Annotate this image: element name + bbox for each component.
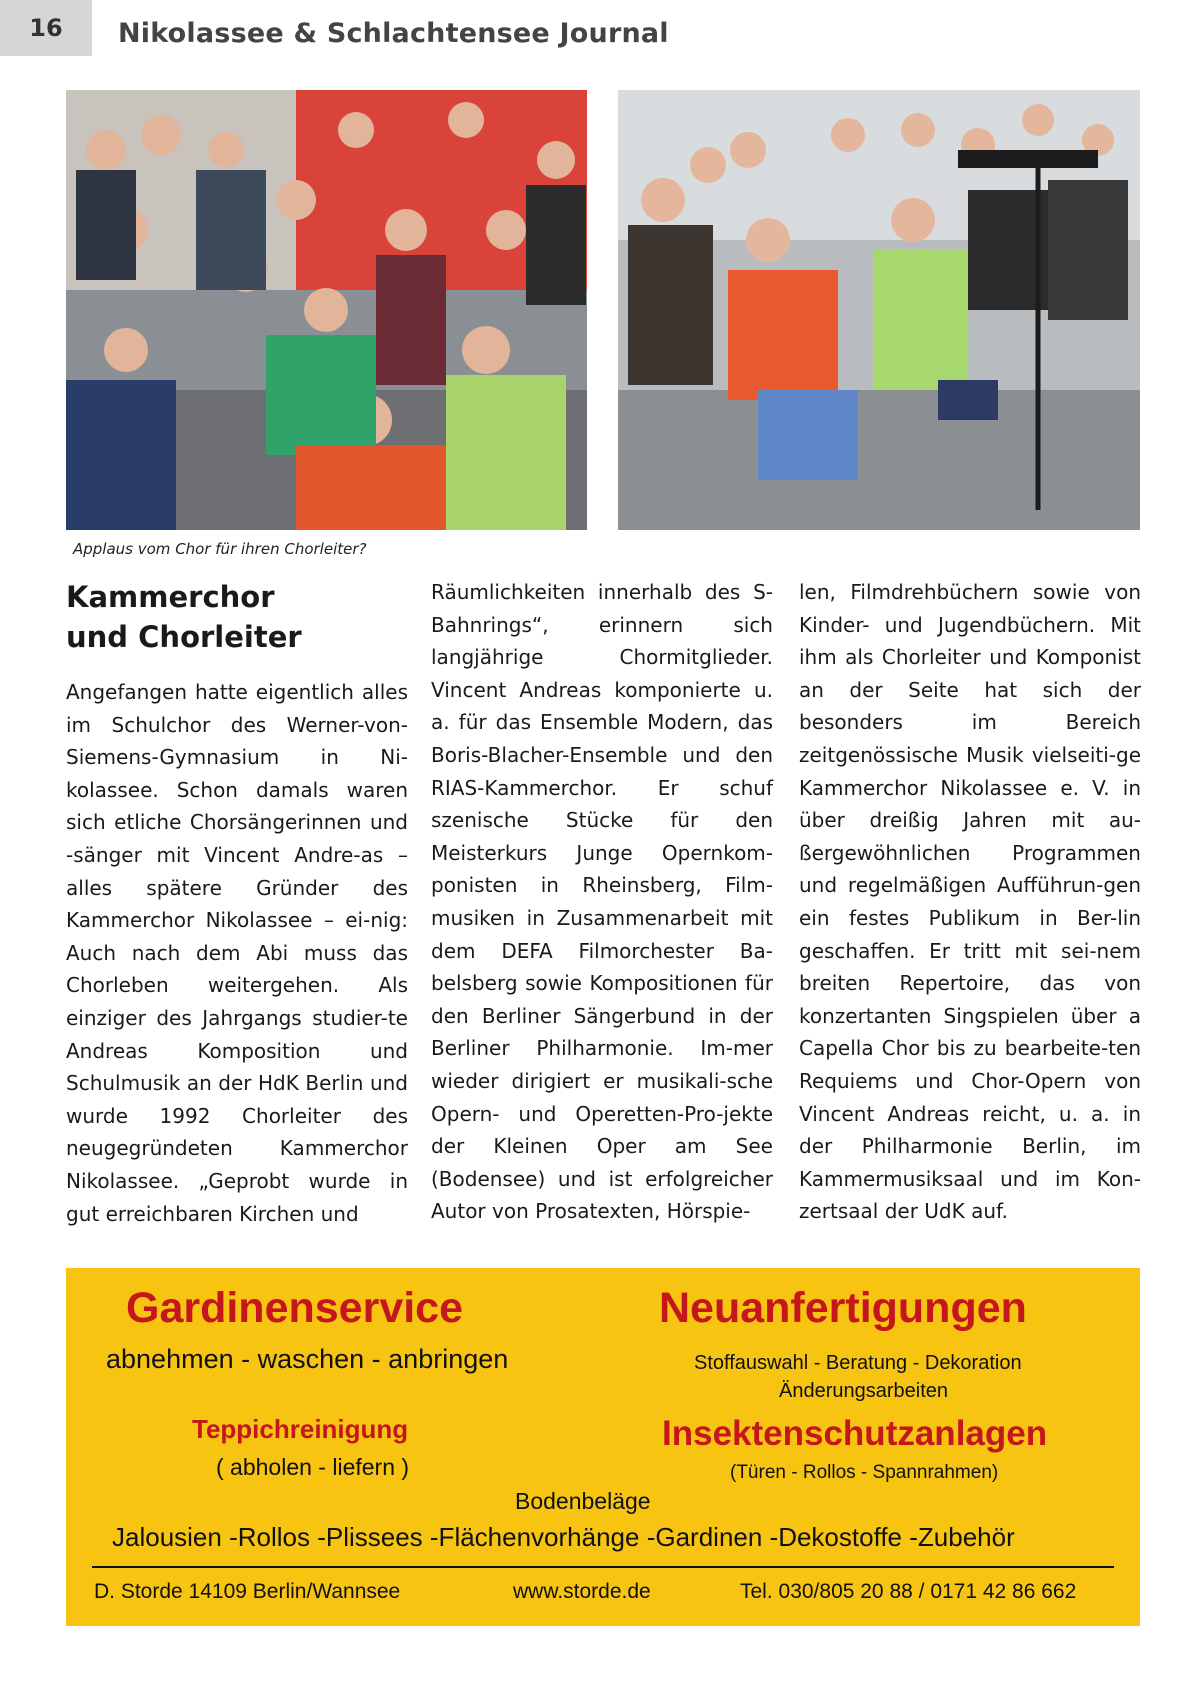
gardinenservice-advertisement (66, 1268, 1140, 1626)
ad-abnehmen-text: abnehmen - waschen - anbringen (106, 1344, 509, 1374)
choir-photo-right (618, 90, 1140, 530)
article-headline (66, 577, 386, 657)
ad-address: D. Storde 14109 Berlin/Wannsee (94, 1580, 401, 1603)
column-1-text: Angefangen hatte eigentlich alles im Schulchor des Werner-von-Siemens-Gymnasium in Ni-kolassee. Schon damals waren sich etliche Chorsängerinnen und -sänger mit Vincent Andre-as – alles spätere Gründer des Kammerchor Nikolassee – ei-nig: Auch nach dem Abi muss das Chorleben weitergehen. Als einziger des Jahrgangs studier-te Andreas Komposition und Schulmusik an der HdK Berlin und wurde 1992 Chorleiter des neugegründeten Kammerchor Nikolassee. „Geprobt wurde in gut erreichbaren Kirchen und (66, 680, 408, 1226)
ad-gardinenservice-title: Gardinenservice (126, 1284, 464, 1332)
headline-line-2: und Chorleiter (66, 620, 302, 654)
column-3-text: len, Filmdrehbüchern sowie von Kinder- und Jugendbüchern. Mit ihm als Chorleiter und Komponist an der Seite hat sich der besonders im Bereich zeitgenössische Musik vielseiti-ge Kammerchor Nikolassee e. V. in über dreißig Jahren mit au-ßergewöhnlichen Programmen und regelmäßigen Aufführun-gen ein festes Publikum in Ber-lin geschaffen. Er tritt mit sei-nem breiten Repertoire, das von konzertanten Singspielen über a Capella Chor bis zu bearbeite-ten Requiems und Chor-Opern von Vincent Andreas reicht, u. a. in der Philharmonie Berlin, im Kammermusiksaal und im Kon-zertsaal der UdK auf. (799, 580, 1141, 1224)
ad-tueren-text: (Türen - Rollos - Spannrahmen) (730, 1462, 999, 1483)
ad-teppichreinigung-title: Teppichreinigung (192, 1414, 409, 1444)
ad-abholen-text: ( abholen - liefern ) (216, 1454, 410, 1480)
column-2-text: Räumlichkeiten innerhalb des S-Bahnrings“, erinnern sich langjährige Chormitglieder. Vincent Andreas komponierte u. a. für das Ensemble Modern, das Boris-Blacher-Ensemble und den RIAS-Kammerchor. Er schuf szenische Stücke für den Meisterkurs Junge Opernkom-ponisten in Rheinsberg, Film-musiken in Zusammenarbeit mit dem DEFA Filmorchester Ba-belsberg sowie Kompositionen für den Berliner Sängerbund in der Berliner Philharmonie. Im-mer wieder dirigiert er musikali-sche Opern- und Operetten-Pro-jekte der Kleinen Oper am See (Bodensee) und ist erfolgreicher Autor von Prosatexten, Hörspie- (431, 580, 773, 1224)
page-number: 16 (0, 0, 92, 56)
ad-neuanfertigungen-title: Neuanfertigungen (659, 1284, 1027, 1332)
ad-website: www.storde.de (513, 1580, 651, 1603)
article-column-2 (431, 576, 773, 1228)
ad-jalousien-text: Jalousien -Rollos -Plissees -Flächenvorhänge -Gardinen -Dekostoffe -Zubehör (112, 1522, 1015, 1552)
ad-aenderungsarbeiten-text: Änderungsarbeiten (779, 1380, 949, 1402)
ad-divider (92, 1566, 1114, 1568)
ad-insektenschutz-title: Insektenschutzanlagen (662, 1414, 1048, 1453)
choir-photo-left (66, 90, 587, 530)
ad-stoffauswahl-text: Stoffauswahl - Beratung - Dekoration (694, 1352, 1022, 1374)
article-column-1 (66, 676, 408, 1230)
ad-bodenbelaege-text: Bodenbeläge (515, 1488, 651, 1514)
photo-caption: Applaus vom Chor für ihren Chorleiter? (73, 540, 367, 558)
ad-phone: Tel. 030/805 20 88 / 0171 42 86 662 (740, 1580, 1077, 1603)
article-column-3 (799, 576, 1141, 1228)
journal-title: Nikolassee & Schlachtensee Journal (118, 18, 669, 49)
headline-line-1: Kammerchor (66, 580, 275, 614)
